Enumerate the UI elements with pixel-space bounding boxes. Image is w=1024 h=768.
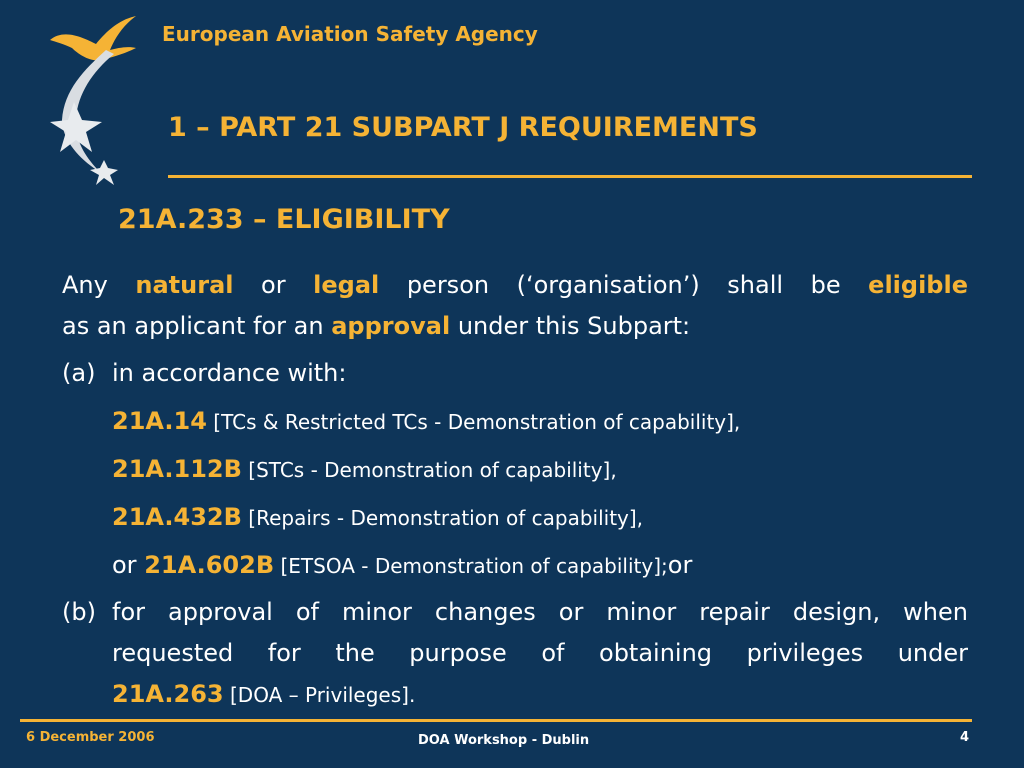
item-b-line-2: requested for the purpose of obtaining privileges under bbox=[112, 639, 968, 667]
intro-line-2 bbox=[62, 306, 968, 347]
intro-paragraph bbox=[62, 265, 968, 347]
item-b-line-1: for approval of minor changes or minor repair design, when bbox=[112, 598, 968, 626]
item-b-text bbox=[112, 592, 968, 716]
intro-line-1 bbox=[62, 265, 968, 306]
intro-text: or bbox=[233, 271, 314, 299]
section-heading: 21A.233 – ELIGIBILITY bbox=[118, 204, 450, 235]
intro-text: person (‘organisation’) shall be bbox=[379, 271, 869, 299]
intro-text: as an applicant for an bbox=[62, 312, 332, 340]
item-b-label: (b) bbox=[62, 598, 96, 626]
item-a-text: in accordance with: bbox=[112, 359, 347, 387]
slide-title: 1 – PART 21 SUBPART J REQUIREMENTS bbox=[168, 112, 758, 143]
footer-divider bbox=[20, 719, 972, 722]
reference-description: [DOA – Privileges]. bbox=[223, 683, 416, 707]
reference-code: 21A.112B bbox=[112, 455, 242, 483]
item-b-line-3 bbox=[112, 674, 968, 716]
reference-suffix: or bbox=[667, 551, 693, 579]
highlight-legal: legal bbox=[313, 271, 380, 299]
footer-event: DOA Workshop - Dublin bbox=[418, 733, 590, 748]
reference-description: [STCs - Demonstration of capability], bbox=[241, 458, 617, 482]
reference-description: [Repairs - Demonstration of capability], bbox=[241, 506, 644, 530]
reference-code: 21A.602B bbox=[144, 551, 275, 579]
reference-code: 21A.263 bbox=[112, 680, 224, 708]
item-a-label: (a) bbox=[62, 359, 96, 387]
highlight-eligible: eligible bbox=[868, 271, 968, 299]
reference-line bbox=[112, 401, 740, 443]
reference-description: [TCs & Restricted TCs - Demonstration of capability], bbox=[206, 410, 741, 434]
page-number: 4 bbox=[960, 730, 970, 745]
reference-line bbox=[112, 497, 643, 539]
reference-line bbox=[112, 449, 617, 491]
reference-code: 21A.14 bbox=[112, 407, 207, 435]
easa-logo-icon bbox=[44, 10, 154, 190]
intro-text: Any bbox=[62, 271, 136, 299]
reference-line bbox=[112, 545, 692, 587]
intro-text: under this Subpart: bbox=[450, 312, 691, 340]
highlight-approval: approval bbox=[331, 312, 451, 340]
highlight-natural: natural bbox=[135, 271, 234, 299]
title-divider bbox=[168, 175, 972, 178]
reference-prefix: or bbox=[112, 551, 145, 579]
footer-date: 6 December 2006 bbox=[26, 730, 155, 745]
agency-name: European Aviation Safety Agency bbox=[162, 22, 538, 46]
reference-code: 21A.432B bbox=[112, 503, 242, 531]
reference-description: [ETSOA - Demonstration of capability]; bbox=[274, 554, 668, 578]
